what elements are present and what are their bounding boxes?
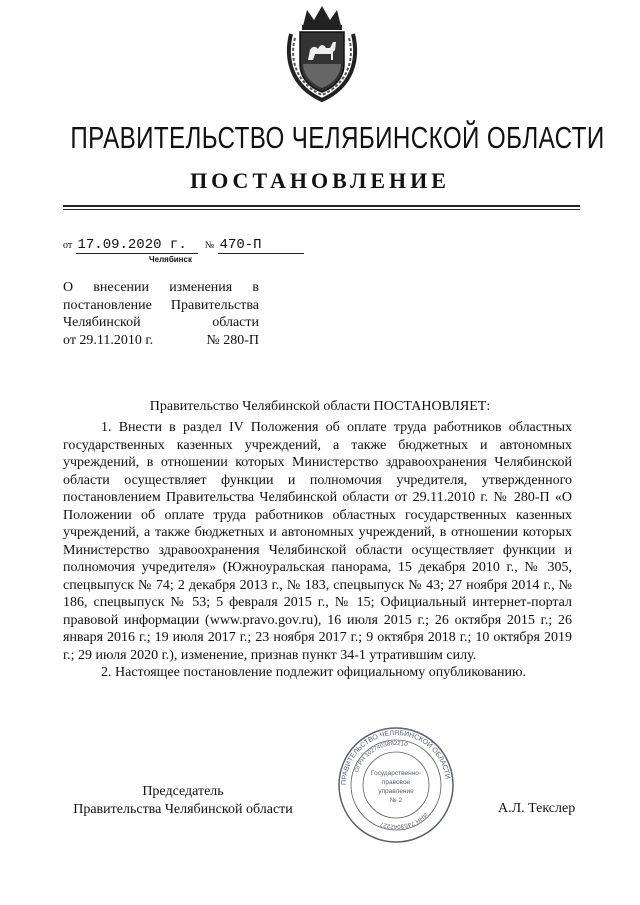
stamp-center-line: правовое [381,779,411,786]
document-number: 470-П [218,237,304,254]
document-date: 17.09.2020 г. [76,237,198,254]
paragraph-2: 2. Настоящее постановление подлежит официальному опубликованию. [101,665,526,680]
header-rule-thick [63,205,580,207]
document-meta [63,236,304,254]
document-city: Челябинск [149,255,192,264]
paragraph-1: 1. Внести в раздел IV Положения об оплате труда работников областных государственных казенных учреждений, а также бюджетных и автономных учреждений, в отношении которых Министерство здравоохранения Челябинской области осуществляет функции и полномочия учредителя, утвержденного постановлением Правительства Челябинской области от 29.11.2010 г. № 280-П «О Положении об оплате труда работников областных государственных казенных учреждений, а также бюджетных и автономных учреждений, в отношении которых Министерство здравоохранения Челябинской области осуществляет функции и полномочия учредителя» (Южноуральская панорама, 15 декабря 2010 г., № 305, спецвыпуск № 74; 2 декабря 2013 г., № 183, спецвыпуск № 43; 27 ноября 2014 г., № 186, спецвыпуск № 53; 5 февраля 2015 г., № 15; Официальный интернет-портал правовой информации (www.pravo.gov.ru), 16 июля 2015 г.; 26 октября 2015 г.; 26 января 2016 г.; 19 июля 2017 г.; 23 ноября 2017 г.; 9 октября 2018 г.; 10 октября 2019 г.; 29 июля 2020 г.), изменение, признав пункт 34-1 утратившим силу. [63,420,572,663]
document-subject [63,279,259,349]
stamp-inn: ИНН 7453042227 [379,810,428,830]
stamp-center-line: управление [378,788,414,795]
document-type: ПОСТАНОВЛЕНИЕ [190,168,450,193]
stamp-outer-text: ПРАВИТЕЛЬСТВО ЧЕЛЯБИНСКОЙ ОБЛАСТИ [340,729,451,786]
subject-line: от 29.11.2010 г. № 280-П [63,332,259,348]
subject-line: Челябинской области [63,315,259,330]
stamp-center-line: № 2 [389,797,403,804]
svg-text:ИНН 7453042227 [379,811,428,829]
coat-of-arms-icon [283,4,361,104]
document-body [63,419,572,682]
preamble: Правительство Челябинской области ПОСТАНОВЛЯЕТ: [149,399,491,414]
number-prefix: № [204,240,215,251]
official-stamp-icon [336,725,456,845]
government-title: ПРАВИТЕЛЬСТВО ЧЕЛЯБИНСКОЙ ОБЛАСТИ [70,120,605,155]
header-rule-thin [63,209,580,210]
stamp-ogrn: ОГРН 1027403882210 [354,740,409,774]
subject-line: постановление Правительства [63,297,259,313]
stamp-center-line: Государственно- [370,770,422,777]
date-prefix: от [63,240,73,251]
subject-line: О внесении изменения в [63,280,259,295]
signatory-name: А.Л. Текслер [498,801,576,816]
signatory-position: Председатель Правительства Челябинской области [73,784,293,817]
